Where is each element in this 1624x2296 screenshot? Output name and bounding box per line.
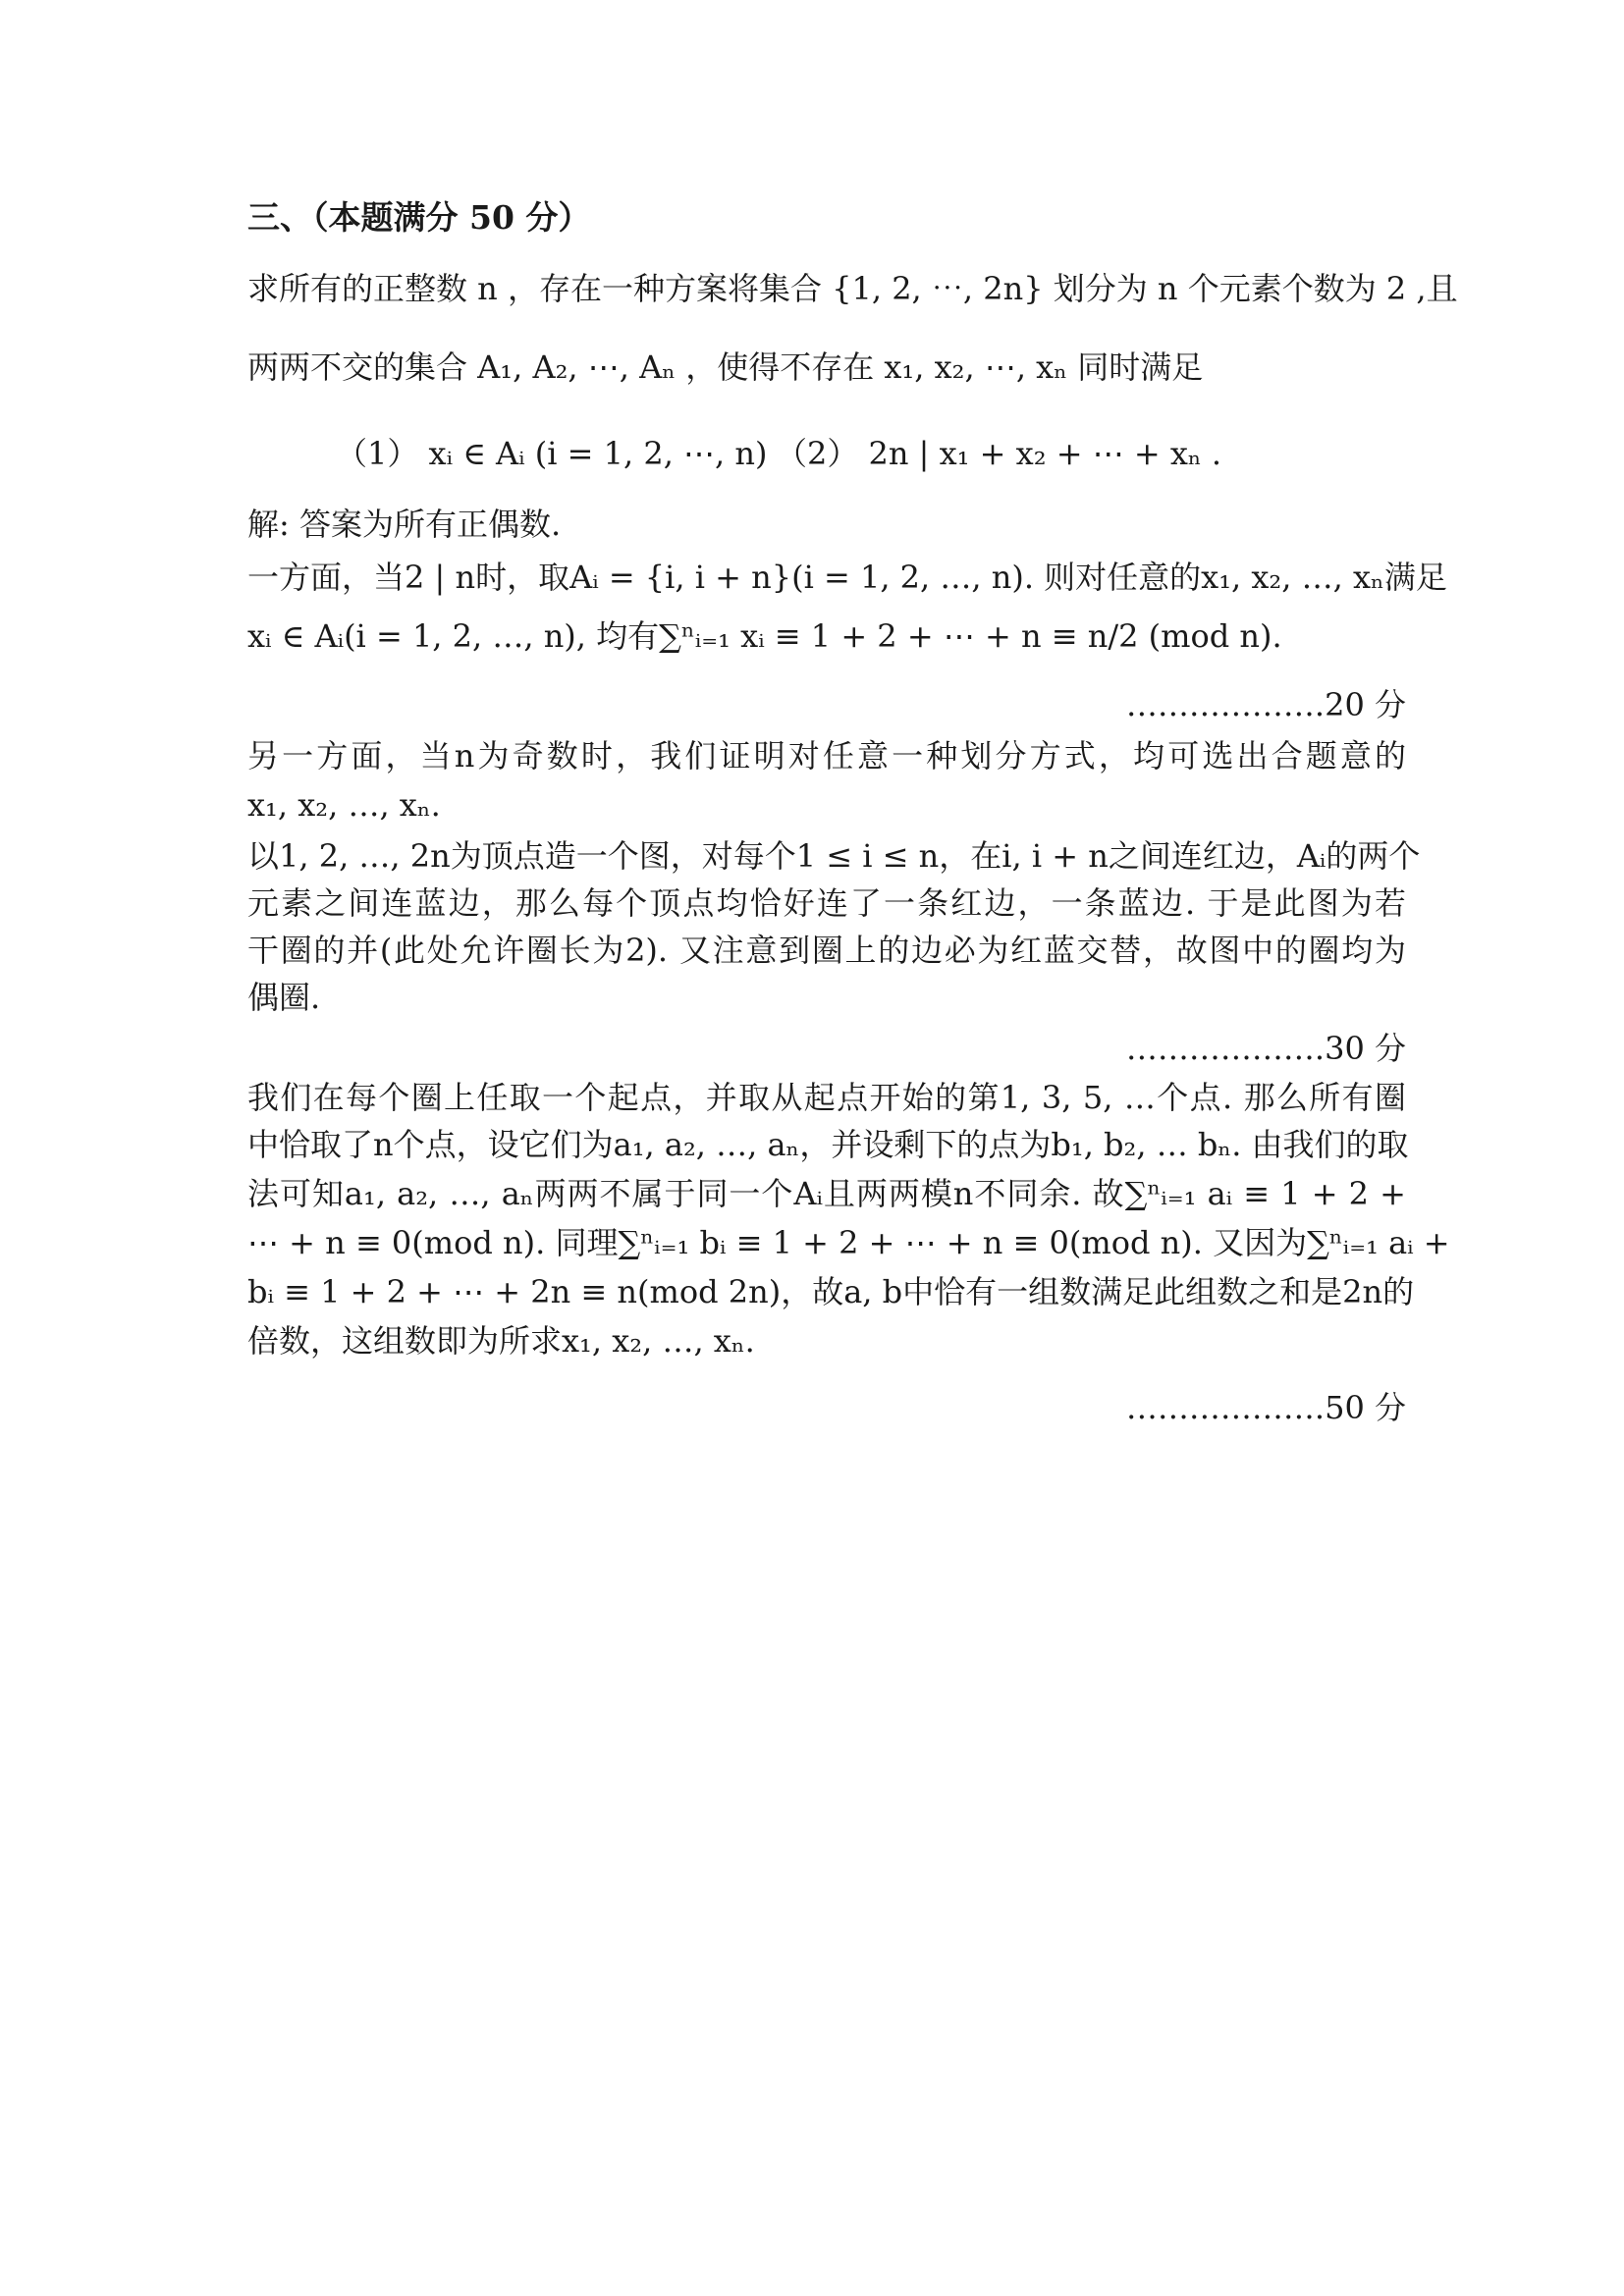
score-marker: ……………….50 分 <box>1125 1389 1406 1426</box>
solution-line: x₁, x₂, …, xₙ. <box>247 786 441 824</box>
solution-line: 元素之间连蓝边，那么每个顶点均恰好连了一条红边，一条蓝边. 于是此图为若 <box>247 884 1406 922</box>
solution-line: 一方面，当2 | n时，取Aᵢ = {i, i + n}(i = 1, 2, …, n). 则对任意的x₁, x₂, …, xₙ满足 <box>247 559 1447 596</box>
condition-2: （2） 2n | x₁ + x₂ + ⋯ + xₙ . <box>776 435 1222 472</box>
solution-line: 另一方面，当n为奇数时，我们证明对任意一种划分方式，均可选出合题意的 <box>247 737 1406 774</box>
solution-line: 法可知a₁, a₂, …, aₙ两两不属于同一个Aᵢ且两两模n不同余. 故∑ⁿᵢ₌₁ aᵢ ≡ 1 + 2 + <box>247 1175 1406 1212</box>
solution-line: ⋯ + n ≡ 0(mod n). 同理∑ⁿᵢ₌₁ bᵢ ≡ 1 + 2 + ⋯ + n ≡ 0(mod n). 又因为∑ⁿᵢ₌₁ aᵢ + <box>247 1224 1450 1261</box>
problem-statement-line: 求所有的正整数 n ，存在一种方案将集合 {1, 2, ⋯, 2n} 划分为 n 个元素个数为 2 ,且 <box>247 270 1458 307</box>
solution-line: 以1, 2, …, 2n为顶点造一个图，对每个1 ≤ i ≤ n，在i, i + n之间连红边，Aᵢ的两个 <box>247 837 1421 875</box>
score-marker: ……………….30 分 <box>1125 1030 1406 1067</box>
problem-statement-line: 两两不交的集合 A₁, A₂, ⋯, Aₙ ，使得不存在 x₁, x₂, ⋯, xₙ 同时满足 <box>247 348 1204 386</box>
problem-heading: 三、（本题满分 50 分） <box>247 198 591 237</box>
solution-line: 偶圈. <box>247 979 321 1016</box>
solution-answer: 解: 答案为所有正偶数. <box>247 506 562 543</box>
solution-line: xᵢ ∈ Aᵢ(i = 1, 2, …, n), 均有∑ⁿᵢ₌₁ xᵢ ≡ 1 + 2 + ⋯ + n ≡ n/2 (mod n). <box>247 617 1282 655</box>
solution-line: bᵢ ≡ 1 + 2 + ⋯ + 2n ≡ n(mod 2n)，故a, b中恰有一组数满足此组数之和是2n的 <box>247 1273 1415 1310</box>
solution-line: 中恰取了n个点，设它们为a₁, a₂, …, aₙ，并设剩下的点为b₁, b₂, … bₙ. 由我们的取 <box>247 1126 1409 1163</box>
solution-line: 我们在每个圈上任取一个起点，并取从起点开始的第1, 3, 5, …个点. 那么所有圈 <box>247 1079 1406 1116</box>
condition-1: （1） xᵢ ∈ Aᵢ (i = 1, 2, ⋯, n) <box>336 435 768 472</box>
score-marker: ……………….20 分 <box>1125 686 1406 723</box>
solution-line: 干圈的并(此处允许圈长为2). 又注意到圈上的边必为红蓝交替，故图中的圈均为 <box>247 932 1406 969</box>
solution-line: 倍数，这组数即为所求x₁, x₂, …, xₙ. <box>247 1322 755 1360</box>
